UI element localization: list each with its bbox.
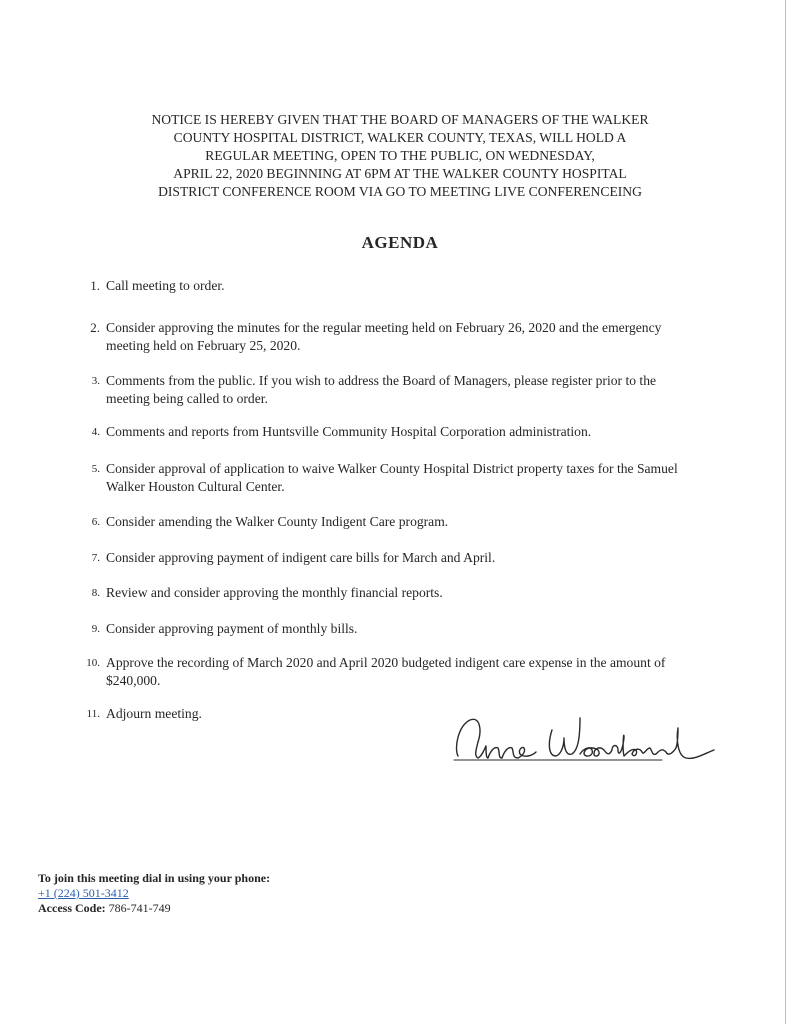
agenda-item-text: Comments and reports from Huntsville Community Hospital Corporation administration. xyxy=(106,424,592,439)
access-code-label: Access Code: xyxy=(38,901,106,915)
phone-number-link[interactable]: +1 (224) 501-3412 xyxy=(38,886,129,900)
notice-line: REGULAR MEETING, OPEN TO THE PUBLIC, ON WEDNESDAY, xyxy=(205,148,595,163)
agenda-item-number: 2. xyxy=(90,320,100,335)
agenda-item-number: 1. xyxy=(90,278,100,293)
agenda-title: AGENDA xyxy=(361,233,439,252)
access-code-value: 786-741-749 xyxy=(108,901,171,915)
agenda-item-number: 4. xyxy=(91,426,100,438)
agenda-item-text: Consider approving the minutes for the regular meeting held on February 26, 2020 and the emergency meeting held on February 25, 2020. xyxy=(106,320,662,353)
dial-in-label: To join this meeting dial in using your phone: xyxy=(38,871,271,885)
dial-in-info xyxy=(38,871,270,916)
notice-line: COUNTY HOSPITAL DISTRICT, WALKER COUNTY, TEXAS, WILL HOLD A xyxy=(173,130,627,145)
agenda-item-text: Approve the recording of March 2020 and April 2020 budgeted indigent care expense in the amount of $240,000. xyxy=(106,655,666,688)
notice-line: APRIL 22, 2020 BEGINNING AT 6PM AT THE WALKER COUNTY HOSPITAL xyxy=(173,166,627,181)
notice-line: NOTICE IS HEREBY GIVEN THAT THE BOARD OF MANAGERS OF THE WALKER xyxy=(151,112,649,127)
agenda-item-text: Consider approving payment of monthly bills. xyxy=(106,621,358,636)
agenda-item-number: 3. xyxy=(91,375,100,387)
signature-anne-woodard xyxy=(452,708,722,770)
agenda-item-text: Comments from the public. If you wish to address the Board of Managers, please register prior to the meeting being called to order. xyxy=(106,373,657,406)
agenda-item-text: Consider approval of application to waive Walker County Hospital District property taxes for the Samuel Walker Houston Cultural Center. xyxy=(106,461,678,494)
access-code-row xyxy=(38,901,270,916)
agenda-item-text: Consider amending the Walker County Indigent Care program. xyxy=(106,514,449,529)
agenda-item-number: 7. xyxy=(91,552,100,564)
agenda-item-number: 9. xyxy=(91,623,100,635)
agenda-item-number: 11. xyxy=(86,708,100,720)
agenda-item-number: 5. xyxy=(91,463,100,475)
agenda-item-text: Consider approving payment of indigent care bills for March and April. xyxy=(106,550,496,565)
meeting-notice xyxy=(100,111,700,201)
notice-line: DISTRICT CONFERENCE ROOM VIA GO TO MEETING LIVE CONFERENCEING xyxy=(158,184,642,199)
agenda-item-number: 6. xyxy=(91,516,100,528)
agenda-item-text: Review and consider approving the monthly financial reports. xyxy=(106,585,443,600)
signature-stroke-last-name xyxy=(549,718,714,758)
page-edge-line xyxy=(785,0,786,1024)
agenda-item-number: 10. xyxy=(86,657,100,669)
agenda-item-text: Adjourn meeting. xyxy=(106,706,202,721)
signature-stroke-first-name xyxy=(457,719,537,758)
agenda-item-text: Call meeting to order. xyxy=(106,278,225,293)
agenda-item-number: 8. xyxy=(91,587,100,599)
